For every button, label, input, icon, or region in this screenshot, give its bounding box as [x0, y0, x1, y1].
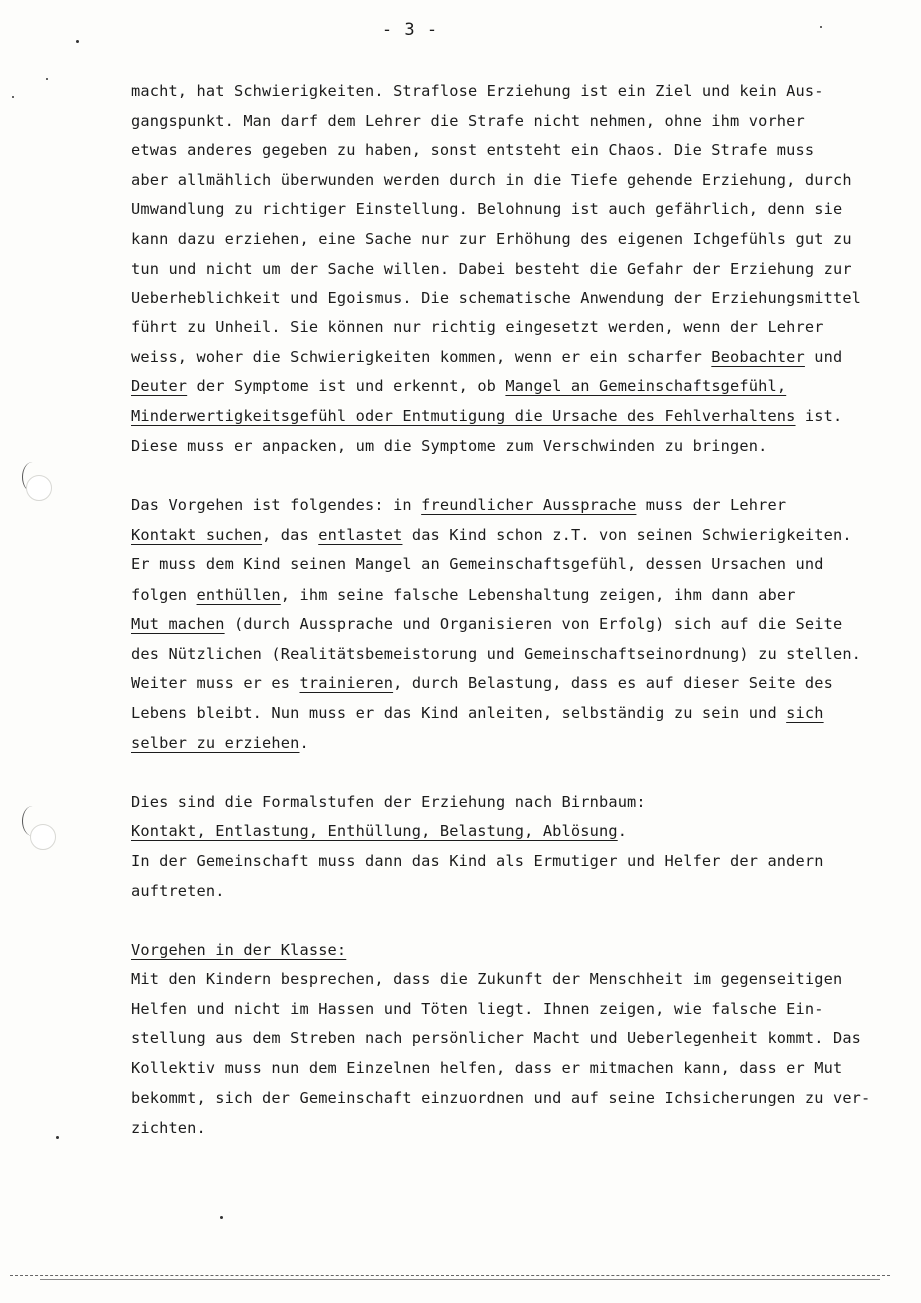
text-line: [131, 80, 861, 102]
text-segment: , ihm seine falsche Lebenshaltung zeigen, ihm dann aber: [280, 586, 796, 604]
text-segment: führt zu Unheil. Sie können nur richtig eingesetzt werden, wenn der Lehrer: [131, 318, 824, 336]
text-line: [131, 228, 861, 250]
text-line: [131, 375, 861, 397]
text-line: [131, 346, 861, 368]
text-segment: muss der Lehrer: [636, 496, 787, 514]
text-line: [131, 316, 861, 338]
underlined-text: freundlicher Aussprache: [421, 496, 637, 514]
paper-speck: [820, 26, 822, 28]
text-line: [131, 820, 861, 842]
text-line: [131, 732, 861, 754]
paper-speck: [220, 1216, 223, 1219]
text-line: [131, 258, 861, 280]
text-segment: tun und nicht um der Sache willen. Dabei besteht die Gefahr der Erziehung zur: [131, 260, 852, 278]
text-segment: Lebens bleibt. Nun muss er das Kind anleiten, selbständig zu sein und: [131, 704, 787, 722]
text-segment: (durch Aussprache und Organisieren von Erfolg) sich auf die Seite: [224, 615, 843, 633]
text-segment: Umwandlung zu richtiger Einstellung. Belohnung ist auch gefährlich, denn sie: [131, 200, 843, 218]
text-line: [131, 1087, 871, 1109]
text-line: [131, 524, 861, 546]
punch-hole: [30, 824, 56, 850]
text-segment: folgen: [131, 586, 197, 604]
text-segment: gangspunkt. Man darf dem Lehrer die Strafe nicht nehmen, ohne ihm vorher: [131, 112, 805, 130]
text-line: [131, 850, 861, 872]
text-segment: Kollektiv muss nun dem Einzelnen helfen, dass er mitmachen kann, dass er Mut: [131, 1059, 843, 1077]
text-segment: stellung aus dem Streben nach persönlicher Macht und Ueberlegenheit kommt. Das: [131, 1029, 862, 1047]
underlined-text: Mangel an Gemeinschaftsgefühl,: [505, 377, 787, 395]
text-line: [131, 643, 861, 665]
text-line: [131, 169, 861, 191]
underlined-text: enthüllen: [196, 586, 281, 604]
underlined-text: Minderwertigkeitsgefühl oder Entmutigung die Ursache des Fehlverhaltens: [131, 407, 796, 425]
text-line: [131, 968, 861, 990]
text-line: [131, 584, 861, 606]
text-segment: des Nützlichen (Realitätsbemeistorung und Gemeinschaftseinordnung) zu stellen.: [131, 645, 862, 663]
text-segment: , das: [262, 526, 319, 544]
punch-hole: [26, 475, 52, 501]
text-line: [131, 1057, 861, 1079]
text-segment: der Symptome ist und erkennt, ob: [187, 377, 506, 395]
text-line: [131, 1027, 861, 1049]
text-segment: zichten.: [131, 1119, 206, 1137]
underlined-text: Deuter: [131, 377, 188, 395]
underlined-text: selber zu erziehen: [131, 734, 300, 752]
text-segment: Helfen und nicht im Hassen und Töten liegt. Ihnen zeigen, wie falsche Ein-: [131, 1000, 824, 1018]
text-segment: und: [804, 348, 843, 366]
text-line: [131, 139, 861, 161]
text-segment: auftreten.: [131, 882, 225, 900]
text-line: [131, 880, 861, 902]
text-line: [131, 110, 861, 132]
underlined-text: Beobachter: [711, 348, 805, 366]
text-segment: Dies sind die Formalstufen der Erziehung nach Birnbaum:: [131, 793, 646, 811]
underlined-text: Kontakt suchen: [131, 526, 263, 544]
text-segment: ist.: [795, 407, 843, 425]
underlined-text: Kontakt, Entlastung, Enthüllung, Belastung, Ablösung: [131, 822, 618, 840]
text-segment: .: [299, 734, 309, 752]
text-line: [131, 791, 861, 813]
text-segment: das Kind schon z.T. von seinen Schwierigkeiten.: [402, 526, 852, 544]
text-line: [131, 939, 861, 961]
text-segment: Das Vorgehen ist folgendes: in: [131, 496, 422, 514]
text-line: [131, 553, 861, 575]
paper-speck: [12, 96, 14, 98]
underlined-text: sich: [786, 704, 824, 722]
text-line: [131, 198, 861, 220]
text-line: [131, 405, 861, 427]
text-segment: Diese muss er anpacken, um die Symptome zum Verschwinden zu bringen.: [131, 437, 768, 455]
text-line: [131, 494, 861, 516]
underlined-text: entlastet: [318, 526, 403, 544]
text-line: [131, 998, 861, 1020]
page-number: - 3 -: [381, 20, 439, 40]
text-segment: etwas anderes gegeben zu haben, sonst entsteht ein Chaos. Die Strafe muss: [131, 141, 815, 159]
bottom-rule: [10, 1275, 890, 1276]
text-line: [131, 287, 861, 309]
text-line: [131, 702, 861, 724]
underlined-text: Mut machen: [131, 615, 225, 633]
text-line: [131, 435, 861, 457]
text-line: [131, 613, 861, 635]
text-segment: Ueberheblichkeit und Egoismus. Die schematische Anwendung der Erziehungsmittel: [131, 289, 862, 307]
paper-speck: [56, 1136, 59, 1139]
bottom-rule: [40, 1279, 880, 1280]
text-segment: macht, hat Schwierigkeiten. Straflose Erziehung ist ein Ziel und kein Aus-: [131, 82, 824, 100]
text-segment: In der Gemeinschaft muss dann das Kind als Ermutiger und Helfer der andern: [131, 852, 824, 870]
text-segment: aber allmählich überwunden werden durch in die Tiefe gehende Erziehung, durch: [131, 171, 852, 189]
text-segment: Er muss dem Kind seinen Mangel an Gemeinschaftsgefühl, dessen Ursachen und: [131, 555, 824, 573]
text-line: [131, 1117, 861, 1139]
text-segment: Mit den Kindern besprechen, dass die Zukunft der Menschheit im gegenseitigen: [131, 970, 843, 988]
underlined-text: Vorgehen in der Klasse:: [131, 941, 347, 959]
paper-speck: [46, 78, 48, 80]
text-line: [131, 672, 861, 694]
text-segment: bekommt, sich der Gemeinschaft einzuordnen und auf seine Ichsicherungen zu ver-: [131, 1089, 871, 1107]
text-segment: .: [617, 822, 628, 840]
text-segment: weiss, woher die Schwierigkeiten kommen, wenn er ein scharfer: [131, 348, 712, 366]
paper-speck: [76, 40, 79, 43]
text-segment: kann dazu erziehen, eine Sache nur zur Erhöhung des eigenen Ichgefühls gut zu: [131, 230, 852, 248]
text-segment: Weiter muss er es: [131, 674, 300, 692]
text-segment: , durch Belastung, dass es auf dieser Seite des: [393, 674, 833, 692]
underlined-text: trainieren: [299, 674, 394, 692]
